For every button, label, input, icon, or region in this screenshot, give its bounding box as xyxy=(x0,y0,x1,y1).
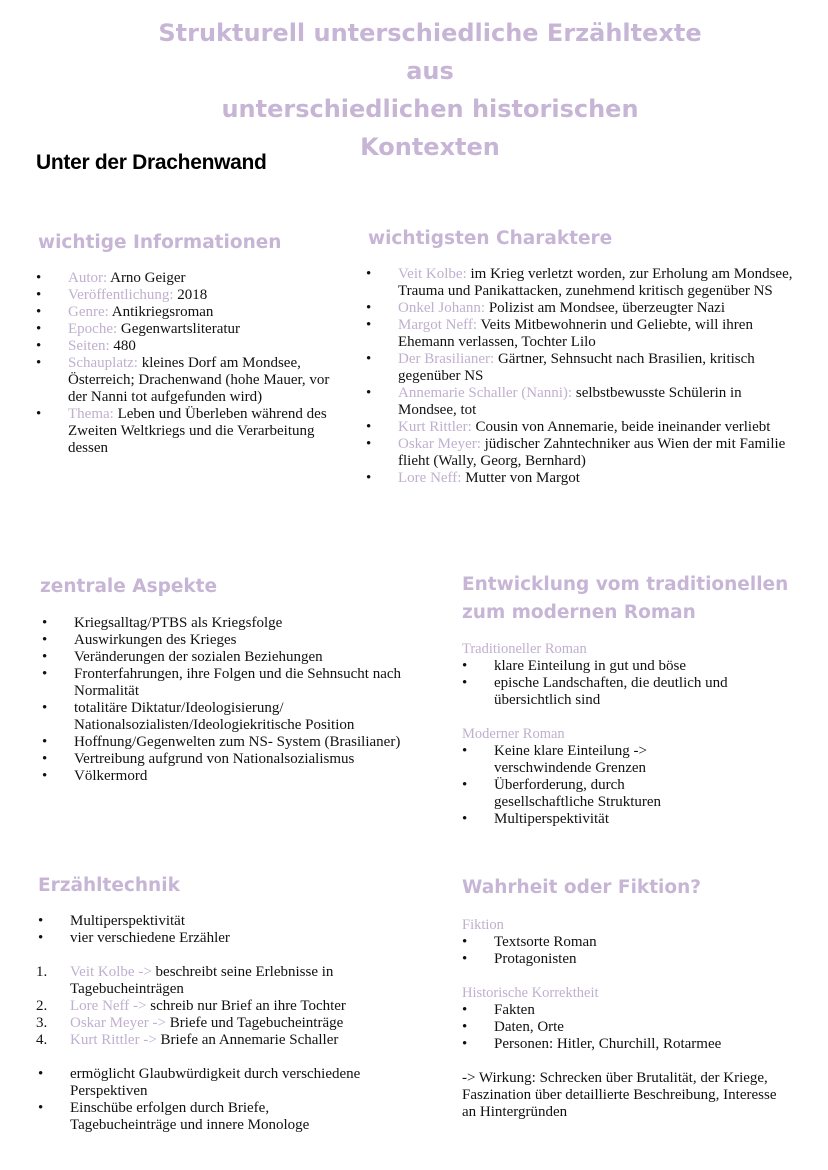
characters-heading: wichtigsten Charaktere xyxy=(368,228,613,249)
info-item: • Genre: Antikriegsroman xyxy=(34,304,334,321)
modern-item: • Keine klare Einteilung -> verschwindende Grenzen xyxy=(460,743,720,777)
aspects-heading: zentrale Aspekte xyxy=(40,576,218,597)
narrator-list xyxy=(36,964,416,1049)
traditional-list xyxy=(460,658,760,709)
fiction-item: • Textsorte Roman xyxy=(460,934,760,951)
character-item: • Veit Kolbe: im Krieg verletzt worden, zur Erholung am Mondsee, Trauma und Panikattacken, zunehmend kritisch gegenüber NS xyxy=(364,266,794,300)
info-list xyxy=(34,270,334,457)
info-heading: wichtige Informationen xyxy=(38,232,282,253)
page-title xyxy=(150,14,710,166)
effect-text: -> Wirkung: Schrecken über Brutalität, der Kriege, Faszination über detaillierte Beschreibung, Interesse an Hintergründen xyxy=(462,1070,777,1120)
character-item: • Lore Neff: Mutter von Margot xyxy=(364,470,794,487)
technique-item: • ermöglicht Glaubwürdigkeit durch verschiedene Perspektiven xyxy=(36,1066,366,1100)
history-list xyxy=(460,1002,780,1053)
title-line-1: Strukturell unterschiedliche Erzähltexte aus xyxy=(158,19,702,85)
history-item: • Daten, Orte xyxy=(460,1019,780,1036)
info-item: • Epoche: Gegenwartsliteratur xyxy=(34,321,334,338)
character-item: • Oskar Meyer: jüdischer Zahntechniker aus Wien der mit Familie flieht (Wally, Georg, Bernhard) xyxy=(364,436,794,470)
technique-item: • vier verschiedene Erzähler xyxy=(36,930,416,947)
character-item: • Margot Neff: Veits Mitbewohnerin und Geliebte, will ihren Ehemann verlassen, Tochter Lilo xyxy=(364,317,794,351)
character-item: • Der Brasilianer: Gärtner, Sehnsucht nach Brasilien, kritisch gegenüber NS xyxy=(364,351,794,385)
info-item: • Schauplatz: kleines Dorf am Mondsee, Österreich; Drachenwand (hohe Mauer, vor der Nanni tot aufgefunden wird) xyxy=(34,355,334,406)
title-line-2: unterschiedlichen historischen Kontexten xyxy=(221,95,639,161)
modern-item: • Multiperspektivität xyxy=(460,811,720,828)
aspect-item: • Kriegsalltag/PTBS als Kriegsfolge xyxy=(40,615,425,632)
history-item: • Fakten xyxy=(460,1002,780,1019)
book-title: Unter der Drachenwand xyxy=(36,151,267,174)
aspect-item: • Völkermord xyxy=(40,768,425,785)
info-item: • Veröffentlichung: 2018 xyxy=(34,287,334,304)
fiction-item: • Protagonisten xyxy=(460,951,760,968)
aspect-item: • Fronterfahrungen, ihre Folgen und die Sehnsucht nach Normalität xyxy=(40,666,425,700)
aspect-item: • Veränderungen der sozialen Beziehungen xyxy=(40,649,425,666)
development-heading-line-1: Entwicklung vom traditionellen xyxy=(462,574,789,595)
development-heading xyxy=(462,571,788,627)
narrator-item: 1. Veit Kolbe -> beschreibt seine Erlebnisse in Tagebucheinträgen xyxy=(36,964,334,997)
modern-item: • Überforderung, durch gesellschaftliche Strukturen xyxy=(460,777,720,811)
technique-item: • Einschübe erfolgen durch Briefe, Tagebucheinträge und innere Monologe xyxy=(36,1100,366,1134)
development-heading-line-2: zum modernen Roman xyxy=(462,602,696,623)
modern-label: Moderner Roman xyxy=(462,726,565,742)
narrator-item: 2. Lore Neff -> schreib nur Brief an ihre Tochter xyxy=(36,998,346,1014)
truth-heading: Wahrheit oder Fiktion? xyxy=(462,877,702,898)
aspects-list xyxy=(40,615,425,785)
info-item: • Thema: Leben und Überleben während des Zweiten Weltkriegs und die Verarbeitung dessen xyxy=(34,406,334,457)
aspect-item: • totalitäre Diktatur/Ideologisierung/ Nationalsozialisten/Ideologiekritische Position xyxy=(40,700,425,734)
technique-heading: Erzähltechnik xyxy=(38,875,180,896)
info-item: • Autor: Arno Geiger xyxy=(34,270,334,287)
traditional-label: Traditioneller Roman xyxy=(462,641,587,657)
history-label: Historische Korrektheit xyxy=(462,985,599,1001)
fiction-list xyxy=(460,934,760,968)
characters-list xyxy=(364,266,794,487)
character-item: • Kurt Rittler: Cousin von Annemarie, beide ineinander verliebt xyxy=(364,419,794,436)
technique-bullets xyxy=(36,913,416,947)
aspect-item: • Hoffnung/Gegenwelten zum NS- System (Brasilianer) xyxy=(40,734,425,751)
info-item: • Seiten: 480 xyxy=(34,338,334,355)
aspect-item: • Auswirkungen des Krieges xyxy=(40,632,425,649)
narrator-item: 4. Kurt Rittler -> Briefe an Annemarie Schaller xyxy=(36,1032,339,1048)
character-item: • Onkel Johann: Polizist am Mondsee, überzeugter Nazi xyxy=(364,300,794,317)
traditional-item: • epische Landschaften, die deutlich und übersichtlich sind xyxy=(460,675,760,709)
technique-item: • Multiperspektivität xyxy=(36,913,416,930)
technique-bullets-2 xyxy=(36,1066,366,1134)
traditional-item: • klare Einteilung in gut und böse xyxy=(460,658,760,675)
modern-list xyxy=(460,743,720,828)
history-item: • Personen: Hitler, Churchill, Rotarmee xyxy=(460,1036,780,1053)
fiction-label: Fiktion xyxy=(462,917,504,933)
character-item: • Annemarie Schaller (Nanni): selbstbewusste Schülerin in Mondsee, tot xyxy=(364,385,794,419)
narrator-item: 3. Oskar Meyer -> Briefe und Tagebucheinträge xyxy=(36,1015,344,1031)
aspect-item: • Vertreibung aufgrund von Nationalsozialismus xyxy=(40,751,425,768)
